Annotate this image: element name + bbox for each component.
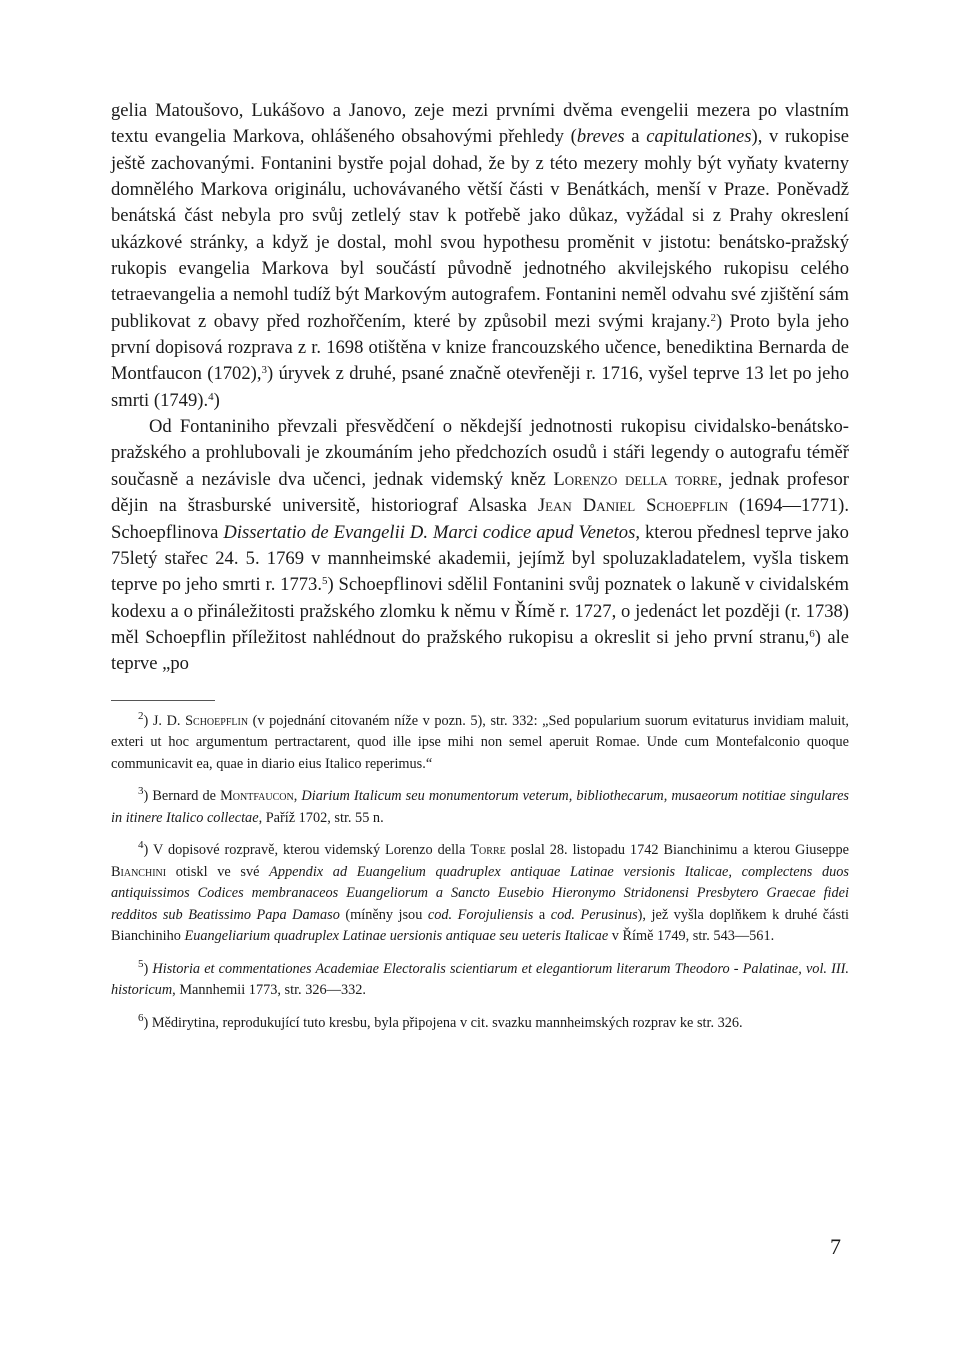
small-caps-name: Lorenzo della torre [553, 468, 718, 490]
paragraph-2 [111, 414, 849, 677]
footnote-ref: 5 [322, 575, 328, 588]
text-run: poslal 28. listopadu 1742 Bianchinimu a kterou Giuseppe [505, 842, 850, 859]
text-run: ), jež vyšla doplňkem k druhé části Bianchiniho [111, 906, 850, 945]
footnote-ref: 4 [208, 390, 214, 403]
footnote-ref: 2 [710, 311, 716, 324]
text-run: (1694—1771). Schoepflinova [111, 495, 849, 543]
footnote-2: $^2$) J. D. Schoepflin (v pojednání citovaném níže v pozn. 5), str. 332: „Sed popularium suorum evitaturus invidiam maluit, exteri ut hoc argumentum pertractarent, quod ille ipse mihi non semel aperuit Romae. Unde cum Montefalconio quoque communicavit ea, quae in diario eius Italico reperimus.“ [111, 709, 849, 772]
small-caps-name: Torre [470, 842, 506, 859]
text-run: , Paříž 1702, str. 55 n. [258, 809, 384, 826]
footnote-3: $^3$) Bernard de Montfaucon, Diarium Italicum seu monumentorum veterum, bibliothecarum, musaeorum notitiae singulares in itinere Italico collectae, Paříž 1702, str. 55 n. [111, 785, 849, 826]
text-run: ) ale teprve „po [111, 626, 849, 675]
italic-run: Euangeliarium quadruplex Latinae uersionis antiquae seu ueteris Italicae [184, 928, 609, 945]
small-caps-name: Montfaucon [220, 788, 294, 805]
page-content [111, 98, 849, 1045]
text-run: otiskl ve své [166, 863, 270, 880]
text-run: Bernard de [148, 788, 221, 805]
footnote-number: 3 [138, 785, 144, 798]
text-run: Mědirytina, reprodukující tuto kresbu, byla připojena v cit. svazku mannheimských rozprav ke str. 326. [148, 1014, 743, 1031]
footnote-number: 2 [138, 709, 144, 722]
italic-run: breves [576, 126, 625, 148]
small-caps-name: Bianchini [111, 863, 167, 880]
footnote-4: $^4$) V dopisové rozpravě, kterou videmský Lorenzo della Torre poslal 28. listopadu 1742 Bianchinimu a kterou Giuseppe Bianchini otiskl ve své Appendix ad Euangelium quadruplex antiquae Latinae versionis Italicae, complectens duos antiquissimos Codices membranaceos Euangeliorum a Sancto Eusebio Hieronymo Stridonensi Presbytero Graecae fidei redditos sub Beatissimo Papa Damaso (míněny jsou cod. Forojuliensis a cod. Perusinus), jež vyšla doplňkem k druhé části Bianchiniho Euangeliarium quadruplex Latinae uersionis antiquae seu ueteris Italicae v Římě 1749, str. 543—561. [111, 839, 850, 945]
text-run: ) úryvek z druhé, psané značně otevřeněji r. 1716, vyšel teprve 13 let po jeho smrti (1749). [111, 363, 849, 411]
text-run: (v pojednání citovaném níže v pozn. 5), str. 332: „Sed popularium suorum evitaturus invidiam maluit, exteri ut hoc argumentum pertractarent, quod ille ipse mihi non semel aperuit Romae. Unde cum Montefalconio quoque communicavit ea, quae in diario eius Italico reperimus.“ [111, 712, 849, 772]
text-run: V dopisové rozpravě, kterou videmský Lorenzo della [148, 842, 471, 859]
text-run: , jednak profesor dějin na štrasburské universitě, historiograf Alsaska [111, 468, 849, 517]
text-run: a [533, 906, 551, 923]
italic-run: cod. Perusinus [550, 906, 638, 923]
text-run: v Římě 1749, str. 543—561. [608, 928, 775, 945]
main-text [111, 98, 849, 678]
small-caps-name: Schoepflin [185, 712, 249, 729]
footnote-separator [111, 700, 215, 701]
footnote-number: 5 [138, 957, 144, 970]
text-run: , [293, 788, 302, 805]
footnote-number: 4 [138, 839, 144, 852]
text-run: , kterou přednesl teprve jako 75letý stařec 24. 5. 1769 v mannheimské akademii, jejímž byl spoluzakladatelem, vyšla tiskem teprve po jeho smrti r. 1773. [111, 521, 849, 596]
footnote-6: $^6$) Mědirytina, reprodukující tuto kresbu, byla připojena v cit. svazku mannheimských rozprav ke str. 326. [138, 1011, 743, 1031]
footnote-ref: 3 [261, 364, 267, 377]
text-run: J. D. [148, 712, 186, 729]
text-run: , Mannhemii 1773, str. 326—332. [172, 982, 366, 999]
italic-run: cod. Forojuliensis [427, 906, 534, 923]
small-caps-name: Jean Daniel Schoepflin [537, 495, 729, 517]
text-run: ) Proto byla jeho první dopisová rozprava z r. 1698 otištěna v knize francouzského učence, benediktina Bernarda de Montfaucon (1702), [111, 310, 849, 385]
text-run: ) [213, 389, 220, 411]
text-run: (míněny jsou [339, 906, 428, 923]
italic-run: Diarium Italicum seu monumentorum veterum, bibliothecarum, musaeorum notitiae singulares in itinere Italico collectae [111, 788, 849, 826]
text-run: gelia Matoušovo, Lukášovo a Janovo, zeje mezi prvními dvěma evengelii mezera po vlastním textu evangelia Markova, ohlášeného obsahovými přehledy ( [111, 100, 849, 148]
page-number: 7 [830, 1234, 841, 1259]
italic-run: Appendix ad Euangelium quadruplex antiquae Latinae versionis Italicae, complectens duos antiquissimos Codices membranaceos Euangeliorum a Sancto Eusebio Hieronymo Stridonensi Presbytero Graecae fidei redditos sub Beatissimo Papa Damaso [111, 863, 849, 923]
italic-run: Dissertatio de Evangelii D. Marci codice apud Venetos [223, 521, 636, 543]
text-run: a [624, 126, 647, 148]
footnotes [111, 711, 849, 1035]
text-run: Od Fontaniniho převzali přesvědčení o někdejší jednotnosti rukopisu cividalsko-benátsko-pražského a prohlubovali je zkoumáním jeho předchozích osudů i stáři legendy o autografu téměř současně a nezávisle dva učenci, jednak videmský kněz [111, 416, 849, 490]
footnote-5: $^5$) Historia et commentationes Academiae Electoralis scientiarum et elegantiorum literarum Theodoro - Palatinae, vol. III. historicum, Mannhemii 1773, str. 326—332. [111, 957, 849, 999]
italic-run: capitulationes [646, 126, 752, 148]
footnote-number: 6 [138, 1011, 144, 1024]
paragraph-1 [111, 98, 849, 414]
text-run: ) Schoepflinovi sdělil Fontanini svůj poznatek o lakuně v cividalském kodexu a o přináležitosti pražského zlomku k němu v Římě r. 1727, o jedenáct let později (r. 1738) měl Schoepflin příležitost nahlédnout do pražského rukopisu a okreslit si jeho první stranu, [111, 574, 849, 648]
text-run: ), v rukopise ještě zachovanými. Fontanini bystře pojal dohad, že by z této mezery mohly být vyňaty kvaterny domnělého Markova originálu, uchovávaného větší části v Benátkách, menší v Praze. Poněvadž benátská část nebyla pro svůj zetlelý stav k potřebě jako důkaz, vyžádal si z Prahy okreslení ukázkové stránky, a když je dostal, mohl svou hypothesu proměnit v jistotu: benátsko-pražský rukopis evangelia Markova byl součástí původně jednotného akvilejského rukopisu celého tetraevangelia a nemohl tudíž být Markovým autografem. Fontanini neměl odvahu své zjištění sám publikovat z obavy před rozhořčením, které by způsobil mezi svými krajany. [111, 126, 849, 332]
italic-run: Historia et commentationes Academiae Electoralis scientiarum et elegantiorum literarum Theodoro - Palatinae, vol. III. historicum [111, 960, 849, 999]
footnote-ref: 6 [809, 627, 815, 640]
